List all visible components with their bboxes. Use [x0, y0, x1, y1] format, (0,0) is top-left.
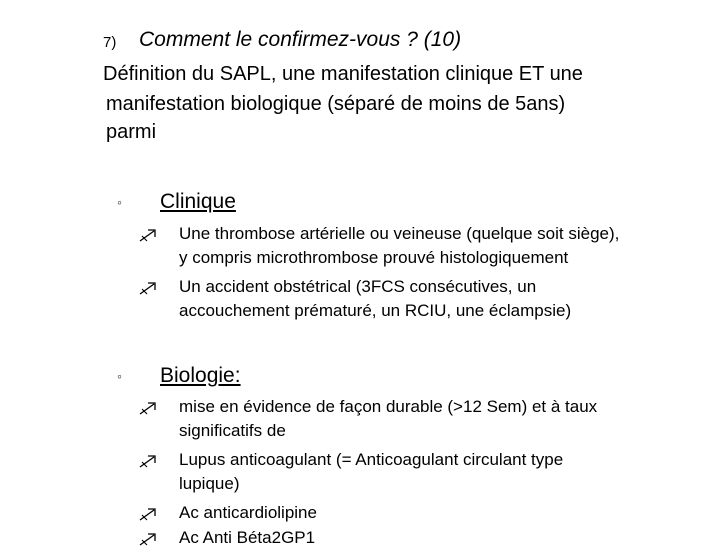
biologie-item-2-line-2: lupique) — [179, 474, 240, 493]
clinique-item-2-line-2: accouchement prématuré, un RCIU, une éclampsie) — [179, 301, 572, 320]
arrow-bullet-icon — [139, 280, 159, 296]
clinique-item-1-line-2: y compris microthrombose prouvé histologiquement — [179, 248, 569, 267]
circle-bullet-icon: ◦ — [117, 194, 122, 210]
definition-line-3: parmi — [106, 121, 157, 143]
biologie-item-3: Ac anticardiolipine — [179, 503, 317, 522]
biologie-item-1-line-1: mise en évidence de façon durable (>12 Sem) et à taux — [179, 397, 598, 416]
section-heading-biologie: Biologie: — [160, 364, 241, 387]
clinique-item-1-line-1: Une thrombose artérielle ou veineuse (quelque soit siège), — [179, 224, 620, 243]
clinique-item-2-line-1: Un accident obstétrical (3FCS consécutives, un — [179, 277, 537, 296]
arrow-bullet-icon — [139, 506, 159, 522]
arrow-bullet-icon — [139, 453, 159, 469]
circle-bullet-icon: ◦ — [117, 368, 122, 384]
section-heading-clinique: Clinique — [160, 190, 236, 213]
question-number: 7) — [103, 34, 117, 51]
biologie-item-4: Ac Anti Béta2GP1 — [179, 528, 316, 547]
definition-line-1: Définition du SAPL, une manifestation clinique ET une — [103, 63, 583, 85]
question-title: Comment le confirmez-vous ? (10) — [139, 28, 462, 51]
arrow-bullet-icon — [139, 531, 159, 547]
biologie-item-2-line-1: Lupus anticoagulant (= Anticoagulant circulant type — [179, 450, 564, 469]
biologie-item-1-line-2: significatifs de — [179, 421, 286, 440]
arrow-bullet-icon — [139, 400, 159, 416]
definition-line-2: manifestation biologique (séparé de moins de 5ans) — [106, 93, 566, 115]
arrow-bullet-icon — [139, 227, 159, 243]
